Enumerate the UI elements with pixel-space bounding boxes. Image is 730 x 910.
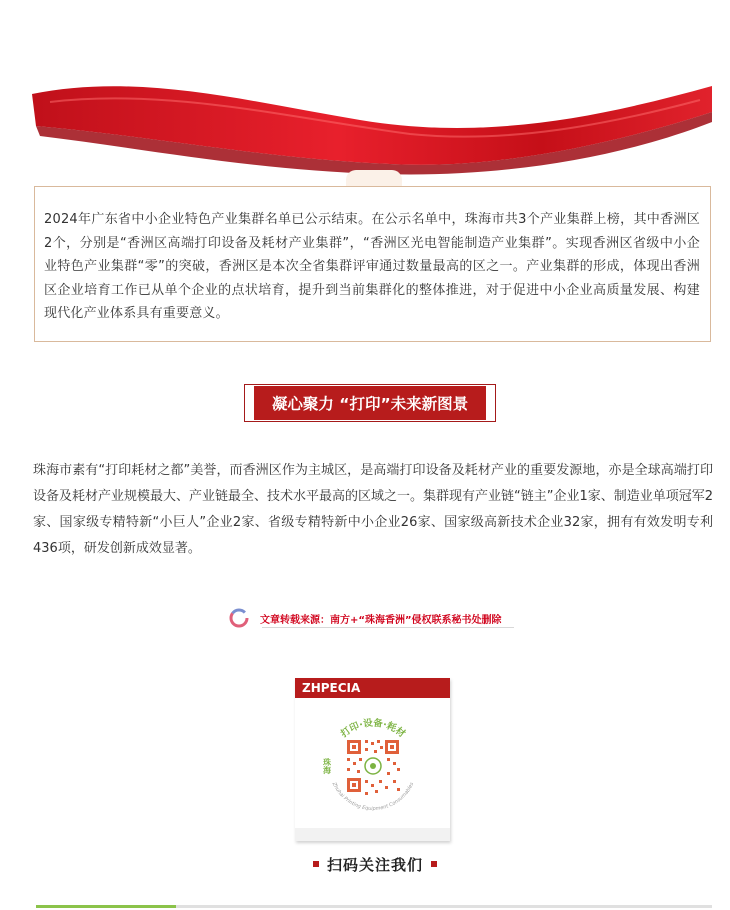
svg-text:打印·设备·耗材 (337, 717, 408, 741)
qr-card (295, 678, 450, 841)
bottom-divider-accent (36, 905, 176, 908)
follow-us (300, 852, 450, 876)
qr-code-icon[interactable] (317, 708, 429, 820)
left-square-icon (313, 861, 319, 867)
section-heading: 凝心聚力 “打印”未来新图景 (254, 386, 486, 420)
qr-arc-text: 打印·设备·耗材 (338, 717, 408, 740)
qr-label: ZHPECIA (295, 678, 450, 698)
qr-bottom-arc-text: Zhuhai Printing Equipment Consumables (330, 781, 416, 813)
intro-paragraph: 2024年广东省中小企业特色产业集群名单已公示结束。在公示名单中，珠海市共3个产业集群上榜，其中香洲区2个，分别是“香洲区高端打印设备及耗材产业集群”，“香洲区光电智能制造产业集群”。实现香洲区省级中小企业特色产业集群“零”的突破，香洲区是本次全省集群评审通过数量最高的区之一。产业集群的形成，体现出香洲区企业培育工作已从单个企业的点状培育，提升到当前集群化的整体推进，对于促进中小企业高质量发展、构建现代化产业体系具有重要意义。 (44, 212, 700, 321)
source-text: 文章转载来源：南方+“珠海香洲”侵权联系秘书处删除 (260, 614, 502, 626)
body-paragraph: 珠海市素有“打印耗材之都”美誉，而香洲区作为主城区，是高端打印设备及耗材产业的重要发源地，亦是全球高端打印设备及耗材产业规模最大、产业链最全、技术水平最高的区域之一。集群现有产业链“链主”企业1家、制造业单项冠军2家、国家级专精特新“小巨人”企业2家、省级专精特新中小企业26家、国家级高新技术企业32家，拥有有效发明专利436项，研发创新成效显著。 (33, 463, 714, 556)
qr-logo-text: 珠海 (322, 758, 332, 774)
ring-logo-icon (228, 607, 250, 629)
qr-card-base (295, 828, 450, 841)
follow-text: 扫码关注我们 (326, 855, 423, 874)
source-underline (262, 627, 514, 628)
red-ribbon-decoration (30, 78, 714, 178)
right-square-icon (431, 861, 437, 867)
